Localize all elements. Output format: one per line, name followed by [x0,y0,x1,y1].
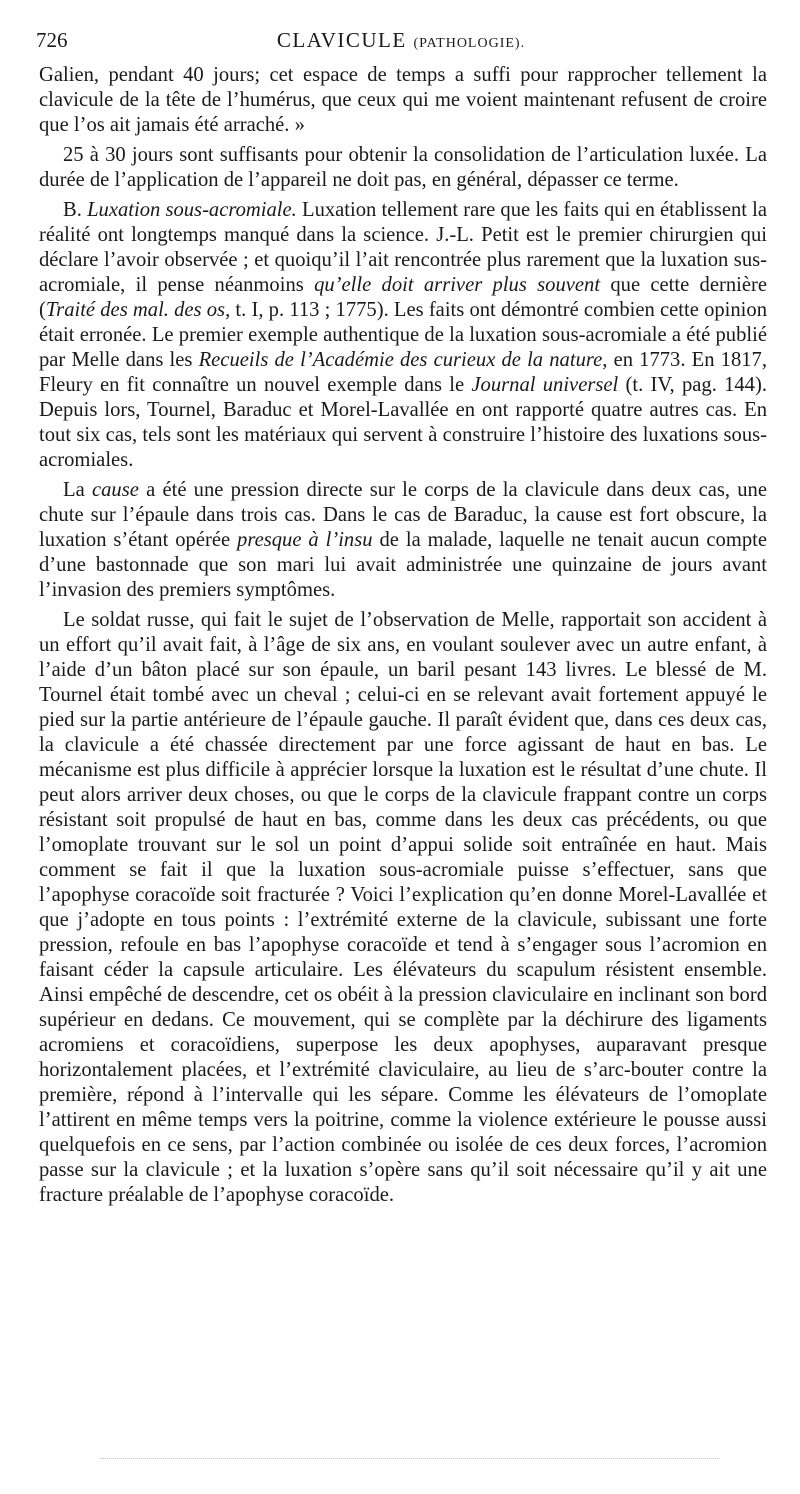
italic-phrase: qu’elle doit arriver plus souvent [314,274,601,296]
paragraph-mechanism: Le soldat russe, qui fait le sujet de l’observation de Melle, rapportait son accident à un effort qu’il avait fait, à l’âge de six ans, en voulant soulever avec un autre enfant, à l’aide d’un bâton placé sur son épaule, un baril pesant 143 livres. Le blessé de M. Tournel était tombé avec un cheval ; celui-ci en se relevant avait fortement appuyé le pied sur la partie antérieure de l’épaule gauche. Il paraît évident que, dans ces deux cas, la clavicule a été chassée directement par une force agissant de haut en bas. Le mécanisme est plus difficile à apprécier lorsque la luxation est le résultat d’une chute. Il peut alors arriver deux choses, ou que le corps de la clavicule frappant contre un corps résistant soit propulsé de haut en bas, comme dans les deux cas précédents, ou que l’omoplate trouvant sur le sol un point d’appui solide soit entraînée en haut. Mais comment se fait il que la luxation sous-acromiale puisse s’effectuer, sans que l’apophyse coracoïde soit fracturée ? Voici l’explication qu’en donne Morel-Lavallée et que j’adopte en tous points : l’extrémité externe de la clavicule, subissant une forte pression, refoule en bas l’apophyse coracoïde et tend à s’engager sous l’acromion en faisant céder la capsule articulaire. Les élévateurs du scapulum résistent ensemble. Ainsi empêché de descendre, cet os obéit à la pression claviculaire en inclinant son bord supérieur en dedans. Ce mouvement, qui se complète par la déchirure des ligaments acromiens et coracoïdiens, superpose les deux apophyses, auparavant presque horizontalement placées, et l’extrémité claviculaire, au lieu de s’arc-bouter contre la première, répond à l’intervalle qui les sépare. Comme les élévateurs de l’omoplate l’attirent en même temps vers la poitrine, comme la violence extérieure le pousse aussi quelquefois en ce sens, par l’action combinée ou isolée de ces deux forces, l’acromion passe sur la clavicule ; et la luxation s’opère sans qu’il soit nécessaire qu’il y ait une fracture préalable de l’apophyse coracoïde. [39,609,767,1206]
text-segment: , t. I, p. 113 ; 1775). Les faits ont démontré combien cette opinion était erronée. Le premier exemple authentique de la luxation sous-acromiale a été publié par Melle dans les [39,299,768,371]
page-number: 726 [36,28,68,52]
paragraph-cause [39,478,767,603]
citation-title: Traité des mal. des os [45,299,226,321]
section-heading: Luxation sous-acromiale. [87,199,297,221]
running-header [36,28,766,58]
text-segment: de la malade, laquelle ne tenait aucun compte d’une bastonnade que son mari lui avait administrée une quinzaine de jours avant l’invasion des premiers symptômes. [39,529,768,601]
section-label: B. [63,199,82,221]
running-title-main: CLAVICULE [276,28,407,52]
text-segment: que cette dernière ( [39,274,768,321]
text-segment: (t. IV, pag. 144). Depuis lors, Tournel, Baraduc et Morel-Lavallée en ont rapporté quatre autres cas. En tout six cas, tels sont les matériaux qui servent à construire l’histoire des luxations sous-acromiales. [39,374,767,471]
text-segment: a été une pression directe sur le corps de la clavicule dans deux cas, une chute sur l’épaule dans trois cas. Dans le cas de Baraduc, la cause est fort obscure, la luxation s’étant opérée [39,479,767,551]
paragraph-consolidation: 25 à 30 jours sont suffisants pour obtenir la consolidation de l’articulation luxée. La durée de l’application de l’appareil ne doit pas, en général, dépasser ce terme. [39,144,767,191]
italic-word: cause [91,479,139,501]
text-segment: Luxation tellement rare que les faits qui en établissent la réalité ont longtemps manqué dans la science. J.-L. Petit est le premier chirurgien qui déclare l’avoir observée ; et quoiqu’il l’ait rencontrée plus rarement que la luxation sus-acromiale, il pense néanmoins [39,199,767,296]
paragraph-sous-acromiale [39,198,767,473]
citation-title: Recueils de l’Académie des curieux de la nature [198,349,603,371]
body-text [39,63,767,1208]
citation-title: Journal universel [471,374,619,396]
text-segment: La [63,479,85,501]
italic-phrase: presque à l’insu [237,529,373,551]
footer-rule [100,1458,720,1459]
paragraph-quote-end: Galien, pendant 40 jours; cet espace de temps a suffi pour rapprocher tellement la clavicule de la tête de l’humérus, que ceux qui me voient maintenant refusent de croire que l’os ait jamais été arraché. » [39,64,767,136]
running-title-subtitle: (PATHOLOGIE). [413,36,526,51]
running-title [36,28,766,56]
text-segment: , en 1773. En 1817, Fleury en fit connaître un nouvel exemple dans le [39,349,768,396]
